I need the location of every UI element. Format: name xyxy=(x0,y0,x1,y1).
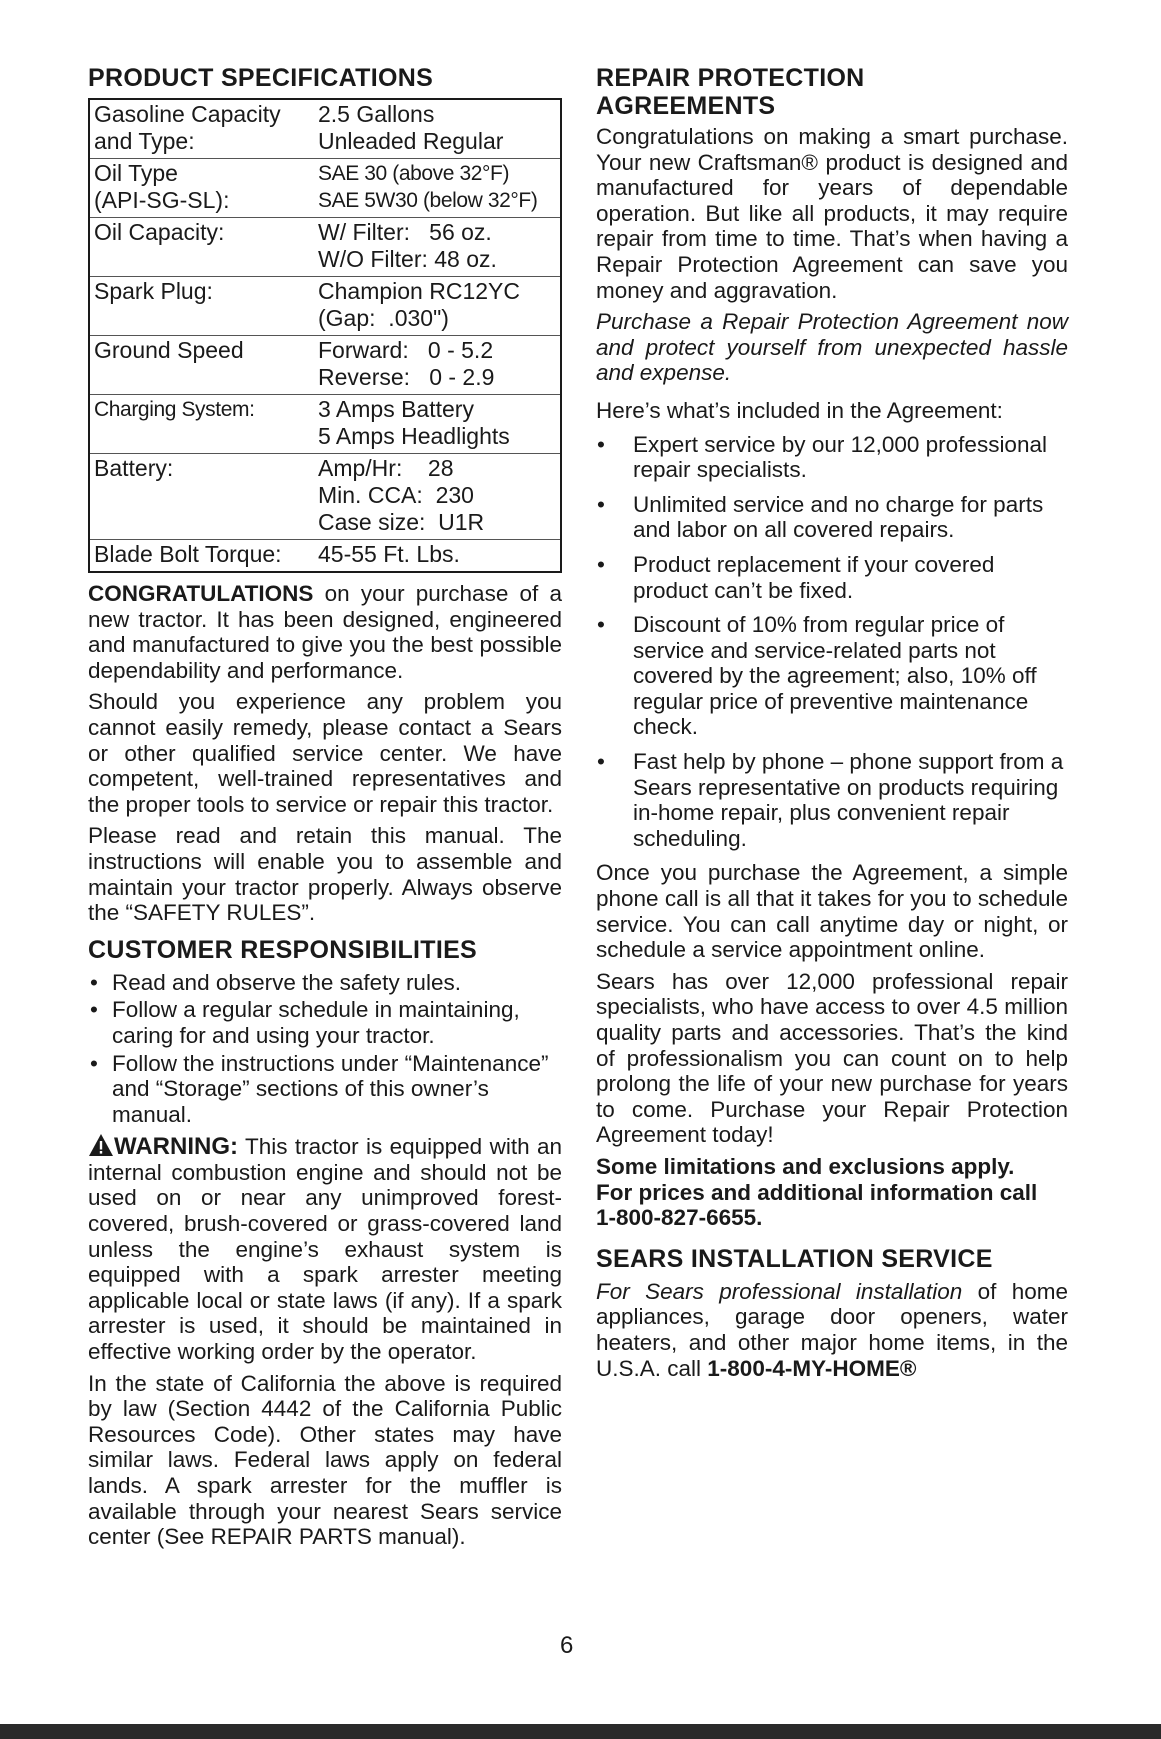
repair-intro-paragraph: Congratulations on making a smart purchase. Your new Craftsman® product is designed and manufactured for years of dependable operation. But like all products, it may require repair from time to time. That’s when having a Repair Protection Agreement can save you money and aggravation. xyxy=(596,124,1068,303)
right-column xyxy=(596,64,1068,1387)
left-column xyxy=(88,64,562,1556)
table-row xyxy=(89,395,561,454)
repair-specialists-paragraph: Sears has over 12,000 professional repair specialists, who have access to over 4.5 million quality parts and accessories. That’s the kind of professionalism you can count on to help prolong the life of your new purchase for years to come. Purchase your Repair Protection Agreement today! xyxy=(596,968,1068,1148)
spec-value: 2.5 Gallons Unleaded Regular xyxy=(318,101,504,154)
repair-limitations: Some limitations and exclusions apply. xyxy=(596,1153,1015,1179)
spec-label: Charging System: xyxy=(94,398,255,421)
table-row xyxy=(89,159,561,218)
spec-value: 3 Amps Battery 5 Amps Headlights xyxy=(318,396,510,449)
specs-table xyxy=(88,98,562,573)
repair-included-paragraph: Here’s what’s included in the Agreement: xyxy=(596,397,1003,423)
list-item: • Product replacement if your covered product can’t be fixed. xyxy=(597,551,995,603)
repair-purchase-paragraph: Purchase a Repair Protection Agreement now and protect yourself from unexpected hassle and expense. xyxy=(596,309,1068,386)
responsibilities-list xyxy=(88,970,562,1128)
list-item: • Expert service by our 12,000 professional repair specialists. xyxy=(597,431,1047,483)
list-item: • Read and observe the safety rules. xyxy=(90,969,461,995)
bottom-rule xyxy=(0,1724,1161,1739)
repair-title: REPAIR PROTECTION AGREEMENTS xyxy=(596,64,865,120)
install-paragraph: For Sears professional installation of home appliances, garage door openers, water heaters, and other major home items, in the U.S.A. call 1-800-4-MY-HOME® xyxy=(596,1278,1068,1381)
install-title: SEARS INSTALLATION SERVICE xyxy=(596,1244,993,1273)
list-item: • Discount of 10% from regular price of service and service-related parts not covered by the agreement; also, 10% off regular price of preventive maintenance check. xyxy=(597,612,1037,740)
repair-phone-number: 1-800-827-6655. xyxy=(596,1205,763,1231)
warning-paragraph: WARNING: This tractor is equipped with an internal combustion engine and should not be used on or near any unimproved forest-covered, brush-covered or grass-covered land unless the engine’s exhaust system is equipped with a spark arrester meeting applicable local or state laws (if any). If a spark arrester is used, it should be maintained in effective working order by the operator. xyxy=(88,1133,562,1365)
spec-value: Champion RC12YC (Gap: .030") xyxy=(318,278,520,331)
list-item: • Follow the instructions under “Maintenance” and “Storage” sections of this owner’s manual. xyxy=(90,1050,549,1127)
congrats-paragraph: CONGRATULATIONS on your purchase of a new tractor. It has been designed, engineered and manufactured to give you the best possible dependability and performance. xyxy=(88,581,562,683)
spec-value: W/ Filter: 56 oz. W/O Filter: 48 oz. xyxy=(318,219,497,272)
spec-label: Battery: xyxy=(94,455,174,481)
spec-value: SAE 30 (above 32°F) SAE 5W30 (below 32°F) xyxy=(318,162,538,212)
repair-info-call: For prices and additional information call xyxy=(596,1179,1038,1205)
repair-phone-paragraph: Once you purchase the Agreement, a simple phone call is all that it takes for you to schedule service. You can call anytime day or night, or schedule a service appointment online. xyxy=(596,860,1068,963)
spec-label: Gasoline Capacity and Type: xyxy=(94,101,281,154)
spec-value: Amp/Hr: 28 Min. CCA: 230 Case size: U1R xyxy=(318,455,485,535)
service-paragraph: Should you experience any problem you cannot easily remedy, please contact a Sears or other qualified service center. We have competent, well-trained representatives and the proper tools to service or repair this tractor. xyxy=(88,689,562,817)
page-number: 6 xyxy=(560,1632,574,1659)
spec-label: Oil Type (API-SG-SL): xyxy=(94,160,230,213)
list-item: • Unlimited service and no charge for parts and labor on all covered repairs. xyxy=(597,491,1044,543)
california-paragraph: In the state of California the above is required by law (Section 4442 of the California Public Resources Code). Other states may have similar laws. Federal laws apply on federal lands. A spark arrester for the muffler is available through your nearest Sears service center (See REPAIR PARTS manual). xyxy=(88,1370,562,1550)
table-row xyxy=(89,454,561,540)
warning-label: WARNING: xyxy=(114,1133,238,1161)
spec-label: Blade Bolt Torque: xyxy=(94,541,282,567)
specs-title: PRODUCT SPECIFICATIONS xyxy=(88,64,434,92)
retain-manual-paragraph: Please read and retain this manual. The instructions will enable you to assemble and maintain your tractor properly. Always observe the “SAFETY RULES”. xyxy=(88,823,562,926)
table-row xyxy=(89,540,561,573)
spec-label: Spark Plug: xyxy=(94,278,213,304)
install-phone: 1-800-4-MY-HOME® xyxy=(707,1355,917,1381)
responsibilities-title: CUSTOMER RESPONSIBILITIES xyxy=(88,935,478,964)
warning-icon xyxy=(88,1133,114,1157)
table-row xyxy=(89,336,561,395)
list-item: • Follow a regular schedule in maintaining, caring for and using your tractor. xyxy=(90,997,520,1048)
spec-value: 45-55 Ft. Lbs. xyxy=(318,541,460,567)
spec-value: Forward: 0 - 5.2 Reverse: 0 - 2.9 xyxy=(318,337,495,390)
table-row xyxy=(89,99,561,159)
table-row xyxy=(89,218,561,277)
spec-label: Ground Speed xyxy=(94,337,244,363)
spec-label: Oil Capacity: xyxy=(94,219,225,245)
repair-benefits-list xyxy=(596,432,1068,852)
list-item: • Fast help by phone – phone support from a Sears representative on products requiring in-home repair, plus convenient repair scheduling. xyxy=(597,749,1064,851)
table-row xyxy=(89,277,561,336)
congrats-lead: CONGRATULATIONS xyxy=(88,581,314,606)
